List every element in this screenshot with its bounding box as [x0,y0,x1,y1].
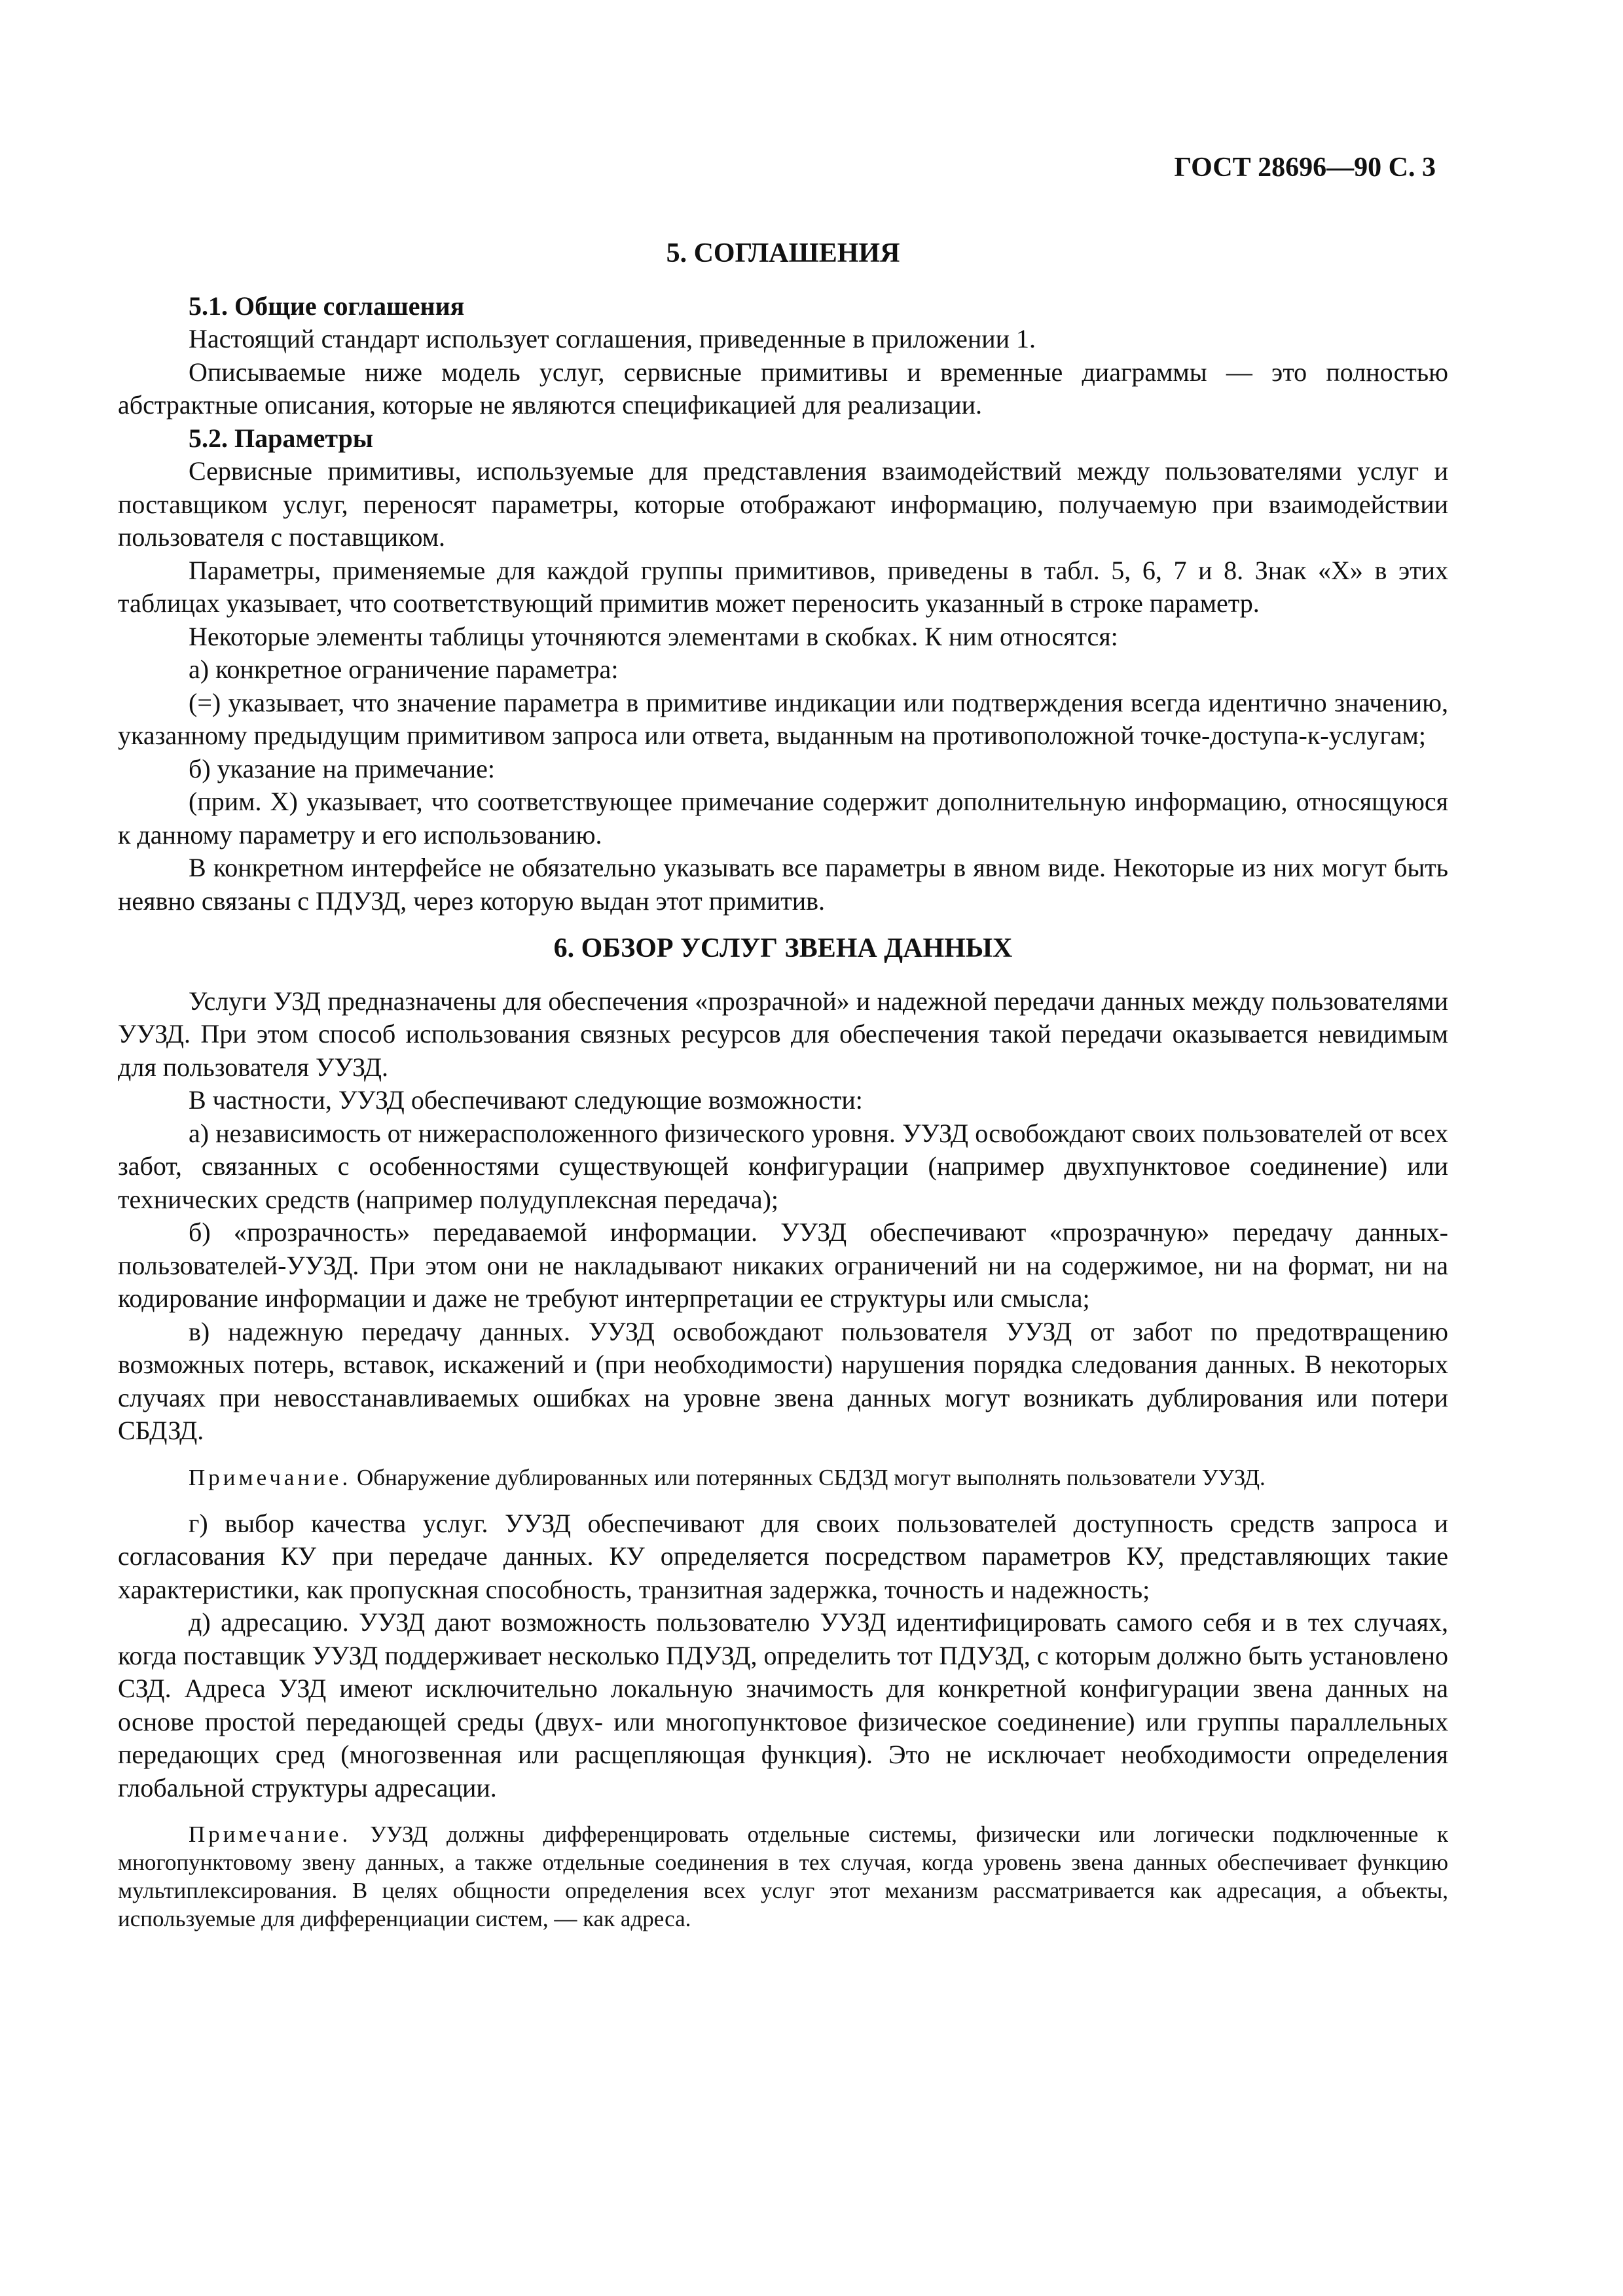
paragraph: Некоторые элементы таблицы уточняются элементами в скобках. К ним относятся: [189,621,1118,651]
section-5-title: 5. СОГЛАШЕНИЯ [666,238,900,268]
list-item: а) независимость от нижерасположенного физического уровня. УУЗД освобождают своих пользователей от всех забот, связанных с особенностями существующей конфигурации (например двухпунктовое соединение) или технических средств (например полудуплексная передача); [118,1118,1448,1214]
paragraph: В частности, УУЗД обеспечивают следующие возможности: [189,1085,863,1115]
list-item: б) указание на примечание: [189,753,495,783]
subsection-5-1-title: 5.1. Общие соглашения [189,291,465,321]
subsection-5-2-title: 5.2. Параметры [189,423,373,453]
list-item: г) выбор качества услуг. УУЗД обеспечивают для своих пользователей доступность средств запроса и согласования КУ при передаче данных. КУ определяется посредством параметров КУ, представляющих такие характеристики, как пропускная способность, транзитная задержка, точность и надежность; [118,1508,1448,1604]
list-item: в) надежную передачу данных. УУЗД освобождают пользователя УУЗД от забот по предотвращению возможных потерь, вставок, искажений и (при необходимости) нарушения порядка следования данных. В некоторых случаях при невосстанавливаемых ошибках на уровне звена данных могут возникать дублирования или потери СБДЗД. [118,1316,1448,1445]
list-item: а) конкретное ограничение параметра: [189,655,619,684]
paragraph: Описываемые ниже модель услуг, сервисные примитивы и временные диаграммы — это полностью абстрактные описания, которые не являются спецификацией для реализации. [118,357,1448,420]
paragraph: Сервисные примитивы, используемые для представления взаимодействий между пользователями услуг и поставщиком услуг, переносят параметры, которые отображают информацию, получаемую при взаимодействии пользователя с поставщиком. [118,456,1448,552]
note-label: Примечание. [189,1464,352,1490]
page-content [118,223,1448,1948]
paragraph: Параметры, применяемые для каждой группы примитивов, приведены в табл. 5, 6, 7 и 8. Знак «Х» в этих таблицах указывает, что соответствующий примитив может переносить указанный в строке параметр. [118,555,1448,618]
page-header: ГОСТ 28696—90 С. 3 [1174,152,1436,183]
paragraph: Настоящий стандарт использует соглашения, приведенные в приложении 1. [189,324,1036,353]
note-text: Обнаружение дублированных или потерянных СБДЗД могут выполнять пользователи УУЗД. [356,1464,1266,1490]
paragraph: Услуги УЗД предназначены для обеспечения «прозрачной» и надежной передачи данных между пользователями УУЗД. При этом способ использования связных ресурсов для обеспечения такой передачи оказывается невидимым для пользователя УУЗД. [118,986,1448,1082]
paragraph: В конкретном интерфейсе не обязательно указывать все параметры в явном виде. Некоторые из них могут быть неявно связаны с ПДУЗД, через которую выдан этот примитив. [118,853,1448,916]
paragraph: (=) указывает, что значение параметра в примитиве индикации или подтверждения всегда идентично значению, указанному предыдущим примитивом запроса или ответа, выданным на противоположной точке-доступа-к-услугам; [118,687,1448,750]
note-label: Примечание. [189,1821,352,1847]
list-item: д) адресацию. УУЗД дают возможность пользователю УУЗД идентифицировать самого себя и в тех случаях, когда поставщик УУЗД поддерживает несколько ПДУЗД, определить тот ПДУЗД, с которым должно быть установлено СЗД. Адреса УЗД имеют исключительно локальную значимость для конкретной конфигурации звена данных на основе простой передающей среды (двух- или многопунктовое физическое соединение) или группы параллельных передающих сред (многозвенная или расщепляющая функция). Это не исключает необходимости определения глобальной структуры адресации. [118,1607,1448,1803]
note [118,1820,1448,1933]
note [118,1463,1448,1492]
note-text: УУЗД должны дифференцировать отдельные системы, физически или логически подключенные к многопунктовому звену данных, а также отдельные соединения в тех случая, когда уровень звена данных обеспечивает функцию мультиплексирования. В целях общности определения всех услуг этот механизм рассматривается как адресация, а объекты, используемые для дифференциации систем, — как адреса. [118,1821,1448,1931]
list-item: б) «прозрачность» передаваемой информации. УУЗД обеспечивают «прозрачную» передачу данных-пользователей-УУЗД. При этом они не накладывают никаких ограничений ни на содержимое, ни на формат, ни на кодирование информации и даже не требуют интерпретации ее структуры или смысла; [118,1217,1448,1313]
section-6-title: 6. ОБЗОР УСЛУГ ЗВЕНА ДАННЫХ [553,933,1013,963]
paragraph: (прим. Х) указывает, что соответствующее примечание содержит дополнительную информацию, относящуюся к данному параметру и его использованию. [118,787,1448,850]
